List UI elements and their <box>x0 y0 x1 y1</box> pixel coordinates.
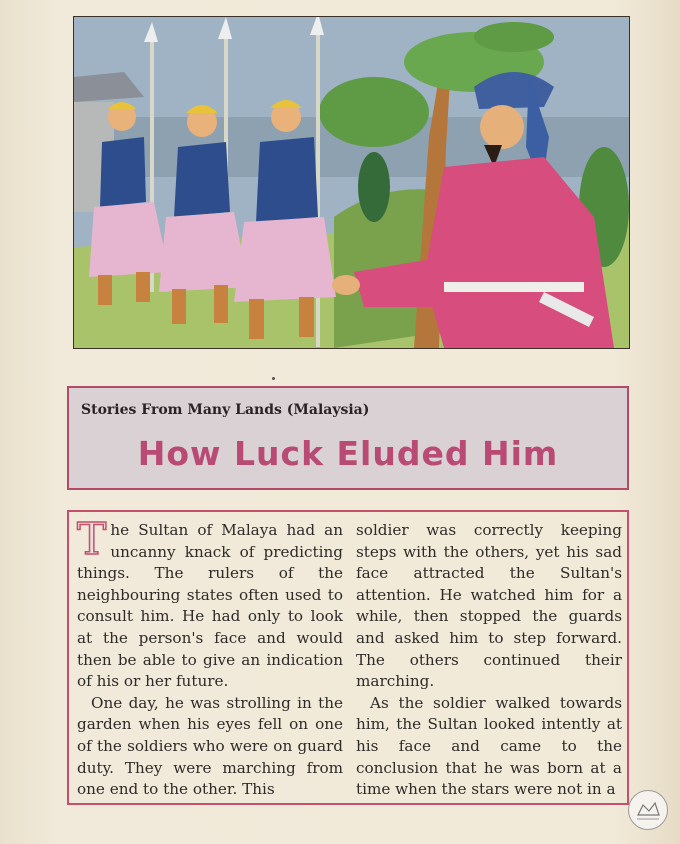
text-column-right <box>356 520 622 801</box>
paragraph: The Sultan of Malaya had an uncanny knack of predicting things. The rulers of the neighbouring states often used to consult him. He had only to look at the person's face and would then be able to give an indication of his or her future. <box>77 514 343 691</box>
paragraph: One day, he was strolling in the garden when his eyes fell on one of the soldiers who were on guard duty. They were marching from one end to the other. This <box>77 693 343 799</box>
text-column-left <box>77 514 343 801</box>
illustration-soldiers-and-sultan <box>74 17 629 348</box>
series-label: Stories From Many Lands (Malaysia) <box>81 402 370 418</box>
story-illustration <box>73 16 630 349</box>
paragraph: soldier was correctly keeping steps with the others, yet his sad face attracted the Sultan's attention. He watched him for a while, then stopped the guards and asked him to step forward. The others continued their marching. <box>356 521 622 691</box>
paragraph: As the soldier walked towards him, the Sultan looked intently at his face and came to the conclusion that he was born at a time when the stars were not in a <box>356 693 622 799</box>
print-speck <box>272 377 275 380</box>
story-title: How Luck Eluded Him <box>137 434 559 473</box>
story-text-box <box>67 510 629 805</box>
publisher-stamp-icon <box>628 790 668 830</box>
drop-cap: T <box>77 514 107 565</box>
title-banner <box>67 386 629 490</box>
